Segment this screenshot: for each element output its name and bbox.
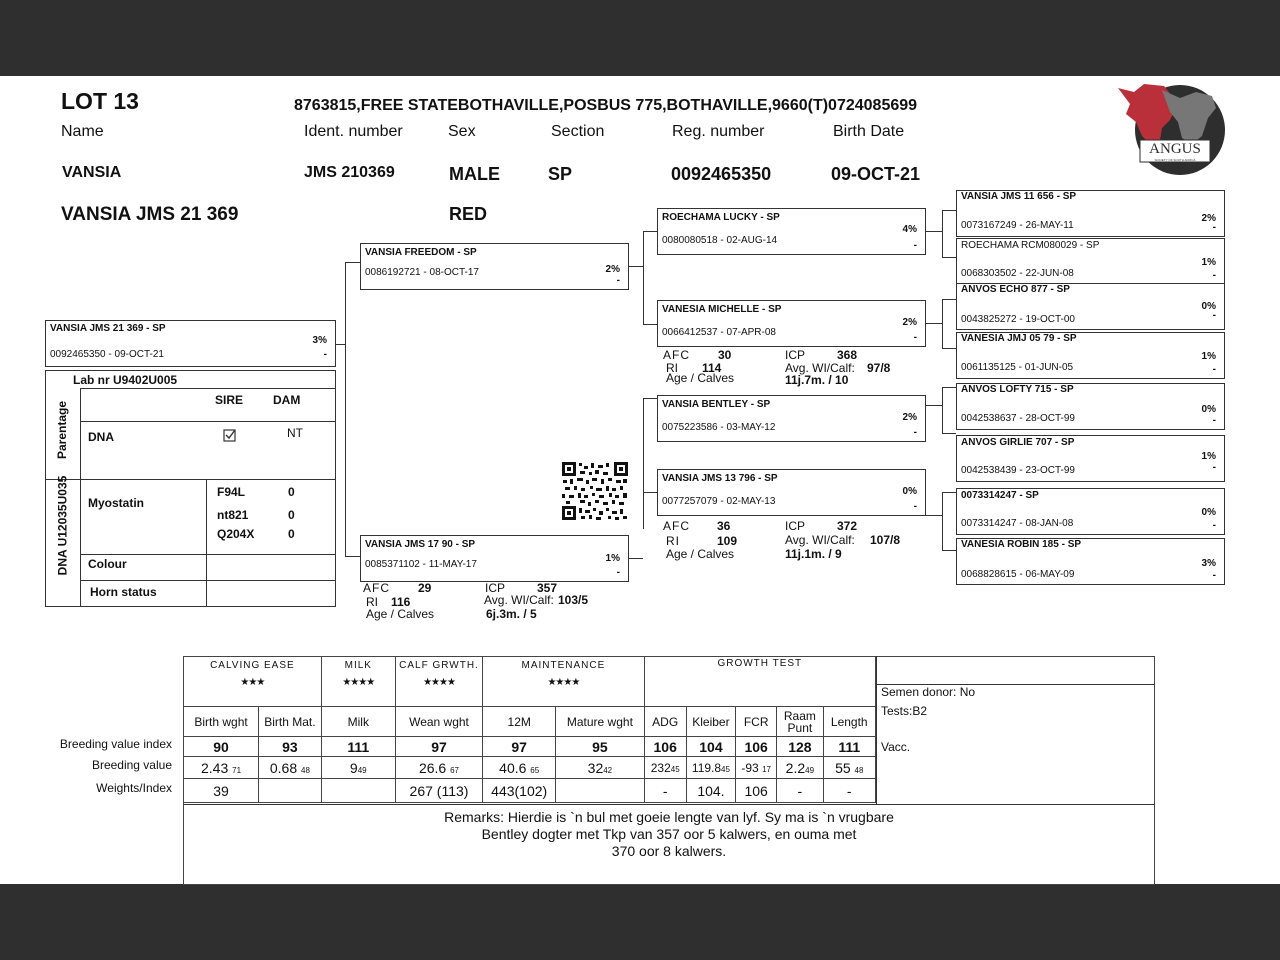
colour-label: Colour [88, 557, 127, 571]
granddam-age-label: Age / Calves [666, 371, 735, 385]
great-grandparent-box [956, 383, 1225, 430]
column-headers [184, 707, 876, 737]
granddam-afc-label: AFC [663, 348, 690, 362]
dam-ri: 116 [391, 595, 411, 609]
grandparent-name: ROECHAMA LUCKY - SP [662, 212, 780, 223]
grandparent-box [657, 208, 926, 255]
bv-cell: 23245 [644, 757, 686, 779]
great-grandparent-pct: 0% [1201, 404, 1216, 415]
granddam-avg: 107/8 [870, 533, 901, 547]
granddam-ri: 109 [717, 534, 738, 548]
grandparent-dash: - [913, 427, 917, 438]
great-grandparent-reg: 0042538637 - 28-OCT-99 [961, 413, 1075, 424]
label-ident: Ident. number [304, 123, 403, 140]
granddam-age: 11j.1m. / 9 [785, 547, 842, 561]
myostatin-label: Myostatin [88, 496, 145, 510]
great-grandparent-box [956, 190, 1225, 237]
index-cell: 90 [184, 737, 259, 757]
grandparent-reg: 0077257079 - 02-MAY-13 [662, 496, 776, 507]
granddam-age-label: Age / Calves [666, 547, 735, 561]
col-header: Milk [321, 707, 395, 737]
dam-pct: 1% [605, 553, 620, 564]
grandparent-reg: 0066412537 - 07-APR-08 [662, 327, 776, 338]
col-header: Kleiber [686, 707, 735, 737]
label-reg: Reg. number [672, 123, 765, 140]
granddam-age: 11j.7m. / 10 [785, 373, 849, 387]
granddam-icp: 372 [837, 519, 858, 533]
pedigree-page [0, 76, 1280, 884]
sire-dash: - [616, 275, 620, 286]
great-grandparent-dash: - [1212, 364, 1216, 375]
sire-pct: 2% [605, 264, 620, 275]
grandparent-dash: - [913, 240, 917, 251]
myo-nt821: nt821 [217, 508, 249, 522]
weight-cell: - [823, 779, 876, 803]
great-grandparent-name: ROECHAMA RCM080029 - SP [961, 240, 1100, 251]
sire-col: SIRE [215, 393, 244, 407]
tests: Tests:B2 [881, 704, 928, 718]
great-grandparent-box [956, 488, 1225, 535]
great-grandparent-reg: 0042538439 - 23-OCT-99 [961, 465, 1075, 476]
remarks-line: Remarks: Hierdie is `n bul met goeie lengte van lyf. Sy ma is `n vrugbare [444, 809, 894, 825]
value-ident: JMS 210369 [304, 164, 395, 181]
bv-cell: 2.249 [777, 757, 823, 779]
myo-f94l: F94L [217, 485, 246, 499]
great-grandparent-pct: 2% [1201, 213, 1216, 224]
subject-reg: 0092465350 - 09-OCT-21 [50, 349, 164, 360]
nt-value: NT [287, 426, 303, 440]
index-cell: 97 [483, 737, 556, 757]
lab-panel [45, 370, 336, 607]
dam-name: VANSIA JMS 17 90 - SP [365, 539, 476, 550]
index-cell: 97 [395, 737, 482, 757]
col-header: Birth Mat. [259, 707, 322, 737]
index-cell: 104 [686, 737, 735, 757]
great-grandparent-reg: 0061135125 - 01-JUN-05 [961, 362, 1074, 373]
grandparent-reg: 0075223586 - 03-MAY-12 [662, 422, 776, 433]
grandparent-name: VANESIA MICHELLE - SP [662, 304, 782, 315]
granddam-icp: 368 [837, 348, 858, 362]
col-header: Mature wght [556, 707, 644, 737]
milk-stars: ★★★★ [342, 677, 375, 688]
label-birth: Birth Date [833, 123, 905, 140]
index-cell: 111 [823, 737, 876, 757]
great-grandparent-reg: 0043825272 - 19-OCT-00 [961, 314, 1075, 325]
dam-reg: 0085371102 - 11-MAY-17 [365, 559, 477, 570]
great-grandparent-box [956, 283, 1225, 330]
checkbox-icon [223, 428, 236, 441]
table-row-bv [184, 757, 876, 779]
lab-number: Lab nr U9402U005 [73, 373, 178, 387]
subject-box [45, 320, 336, 367]
myo-q204x: Q204X [217, 527, 255, 541]
bv-cell: 55 48 [823, 757, 876, 779]
remarks [184, 809, 1154, 860]
weight-cell [556, 779, 644, 803]
great-grandparent-name: ANVOS GIRLIE 707 - SP [961, 437, 1075, 448]
logo-text: ANGUS [1149, 141, 1201, 157]
full-name: VANSIA JMS 21 369 [61, 204, 239, 225]
granddam-afc-label: AFC [663, 519, 690, 533]
remarks-line: 370 oor 8 kalwers. [611, 843, 727, 859]
subject-dash: - [323, 349, 327, 360]
great-grandparent-pct: 1% [1201, 257, 1216, 268]
bv-cell: 119.845 [686, 757, 735, 779]
great-grandparent-name: 0073314247 - SP [961, 490, 1039, 501]
weight-cell: 443(102) [483, 779, 556, 803]
grandparent-pct: 0% [902, 486, 917, 497]
horn-label: Horn status [90, 585, 157, 599]
great-grandparent-reg: 0073167249 - 26-MAY-11 [961, 220, 1074, 231]
granddam-afc: 36 [717, 519, 731, 533]
bv-cell: 2.43 71 [184, 757, 259, 779]
weight-cell: 104. [686, 779, 735, 803]
dam-icp-label: ICP [485, 581, 506, 595]
sire-name: VANSIA FREEDOM - SP [365, 247, 477, 258]
group-milk: MILK ★★★★ [321, 657, 395, 707]
col-header: Wean wght [395, 707, 482, 737]
weight-cell: 39 [184, 779, 259, 803]
bv-cell: 949 [321, 757, 395, 779]
weight-cell [259, 779, 322, 803]
table-row-index [184, 737, 876, 757]
great-grandparent-dash: - [1212, 415, 1216, 426]
myo-f94l-value: 0 [288, 485, 295, 499]
great-grandparent-dash: - [1212, 310, 1216, 321]
row-label-bv: Breeding value [91, 758, 172, 772]
great-grandparent-dash: - [1212, 570, 1216, 581]
row-label-index: Breeding value index [59, 737, 172, 751]
myo-nt821-value: 0 [288, 508, 295, 522]
grandparent-box [657, 469, 926, 516]
bv-cell: 0.68 48 [259, 757, 322, 779]
grandparent-box [657, 300, 926, 347]
great-grandparent-pct: 0% [1201, 507, 1216, 518]
col-header: Length [823, 707, 876, 737]
granddam-icp-label: ICP [785, 519, 806, 533]
bv-cell: -93 17 [736, 757, 777, 779]
granddam-ri: 114 [702, 361, 722, 375]
granddam-avg: 97/8 [867, 361, 891, 375]
label-name: Name [61, 123, 104, 140]
weight-cell: 106 [736, 779, 777, 803]
index-cell: 106 [644, 737, 686, 757]
group-calf: CALF GRWTH. ★★★★ [395, 657, 482, 707]
great-grandparent-box [956, 538, 1225, 585]
index-cell: 106 [736, 737, 777, 757]
col-header: FCR [736, 707, 777, 737]
great-grandparent-reg: 0068303502 - 22-JUN-08 [961, 268, 1074, 279]
calving-stars: ★★★ [240, 677, 265, 688]
great-grandparent-name: ANVOS ECHO 877 - SP [961, 284, 1070, 295]
col-header: Birth wght [184, 707, 259, 737]
grandparent-dash: - [913, 332, 917, 343]
bv-cell: 3242 [556, 757, 644, 779]
row-label-weights: Weights/Index [96, 781, 172, 795]
dam-afc: 29 [418, 581, 432, 595]
dam-ri-label: RI [366, 595, 378, 609]
col-header: 12M [483, 707, 556, 737]
great-grandparent-box [956, 238, 1225, 285]
dam-icp: 357 [537, 581, 558, 595]
great-grandparent-pct: 0% [1201, 301, 1216, 312]
great-grandparent-pct: 3% [1201, 558, 1216, 569]
value-name: VANSIA [62, 164, 122, 181]
value-section: SP [548, 164, 573, 184]
dam-age-label: Age / Calves [366, 607, 435, 621]
grandparent-pct: 2% [902, 412, 917, 423]
grandparent-pct: 4% [902, 224, 917, 235]
dam-box [360, 535, 629, 582]
parentage-label: Parentage [55, 400, 69, 459]
dam-dash: - [616, 567, 620, 578]
dam-age: 6j.3m. / 5 [486, 607, 537, 621]
dam-avg: 103/5 [558, 593, 589, 607]
sire-box [360, 243, 629, 290]
value-sex: MALE [449, 164, 500, 184]
great-grandparent-box [956, 332, 1225, 379]
granddam-afc: 30 [718, 348, 732, 362]
grandparent-pct: 2% [902, 317, 917, 328]
bv-cell: 26.6 67 [395, 757, 482, 779]
great-grandparent-name: ANVOS LOFTY 715 - SP [961, 384, 1074, 395]
grandparent-reg: 0080080518 - 02-AUG-14 [662, 235, 778, 246]
dam-afc-label: AFC [363, 581, 390, 595]
great-grandparent-dash: - [1212, 520, 1216, 531]
great-grandparent-box [956, 435, 1225, 482]
weight-cell: - [644, 779, 686, 803]
breeding-table [183, 656, 1155, 885]
great-grandparent-pct: 1% [1201, 451, 1216, 462]
remarks-line: Bentley dogter met Tkp van 357 oor 5 kalwers, en ouma met [481, 826, 857, 842]
grandparent-name: VANSIA JMS 13 796 - SP [662, 473, 778, 484]
index-cell: 128 [777, 737, 823, 757]
great-grandparent-name: VANESIA JMJ 05 79 - SP [961, 333, 1077, 344]
logo-subtext: SOCIETY OF SOUTH AFRICA [1154, 158, 1196, 162]
subject-name: VANSIA JMS 21 369 - SP [50, 323, 166, 334]
dam-col: DAM [273, 393, 301, 407]
col-header: Raam Punt [777, 707, 823, 737]
vacc: Vacc. [881, 740, 911, 754]
great-grandparent-name: VANESIA ROBIN 185 - SP [961, 539, 1082, 550]
grandparent-dash: - [913, 501, 917, 512]
granddam-avg-label: Avg. WI/Calf: [785, 533, 855, 547]
great-grandparent-dash: - [1212, 222, 1216, 233]
great-grandparent-dash: - [1212, 270, 1216, 281]
grandparent-name: VANSIA BENTLEY - SP [662, 399, 771, 410]
subject-pct: 3% [312, 335, 327, 346]
index-cell: 95 [556, 737, 644, 757]
dna-side-label: DNA U12035U035 [55, 475, 70, 576]
breeder-address: 8763815,FREE STATEBOTHAVILLE,POSBUS 775,BOTHAVILLE,9660(T)0724085699 [294, 97, 918, 114]
angus-logo [1116, 78, 1228, 182]
myo-q204x-value: 0 [288, 527, 295, 541]
col-header: ADG [644, 707, 686, 737]
granddam-ri-label: RI [666, 361, 678, 375]
table-row-weights [184, 779, 876, 803]
great-grandparent-name: VANSIA JMS 11 656 - SP [961, 191, 1077, 202]
value-reg: 0092465350 [671, 164, 772, 184]
weight-cell: 267 (113) [395, 779, 482, 803]
great-grandparent-dash: - [1212, 462, 1216, 473]
index-cell: 93 [259, 737, 322, 757]
index-cell: 111 [321, 737, 395, 757]
great-grandparent-reg: 0068828615 - 06-MAY-09 [961, 569, 1075, 580]
calf-stars: ★★★★ [423, 677, 455, 688]
dam-avg-label: Avg. WI/Calf: [484, 593, 554, 607]
granddam-ri-label: RI [666, 534, 680, 548]
group-maintenance: MAINTENANCE ★★★★ [483, 657, 644, 707]
lot-number: LOT 13 [61, 88, 139, 114]
qr-code [562, 462, 628, 520]
dna-label: DNA [88, 430, 114, 444]
sire-reg: 0086192721 - 08-OCT-17 [365, 267, 479, 278]
value-birth: 09-OCT-21 [831, 164, 921, 184]
group-calving: CALVING EASE ★★★ [184, 657, 322, 707]
maint-stars: ★★★★ [547, 677, 580, 688]
great-grandparent-reg: 0073314247 - 08-JAN-08 [961, 518, 1074, 529]
great-grandparent-pct: 1% [1201, 351, 1216, 362]
granddam-icp-label: ICP [785, 348, 806, 362]
weight-cell: - [777, 779, 823, 803]
grandparent-box [657, 395, 926, 442]
group-growth: GROWTH TEST [644, 657, 875, 707]
label-sex: Sex [448, 123, 476, 140]
colour-value: RED [449, 204, 488, 224]
granddam-avg-label: Avg. WI/Calf: [785, 361, 855, 375]
semen-donor: Semen donor: No [881, 685, 976, 699]
weight-cell [321, 779, 395, 803]
label-section: Section [551, 123, 605, 140]
bv-cell: 40.6 65 [483, 757, 556, 779]
